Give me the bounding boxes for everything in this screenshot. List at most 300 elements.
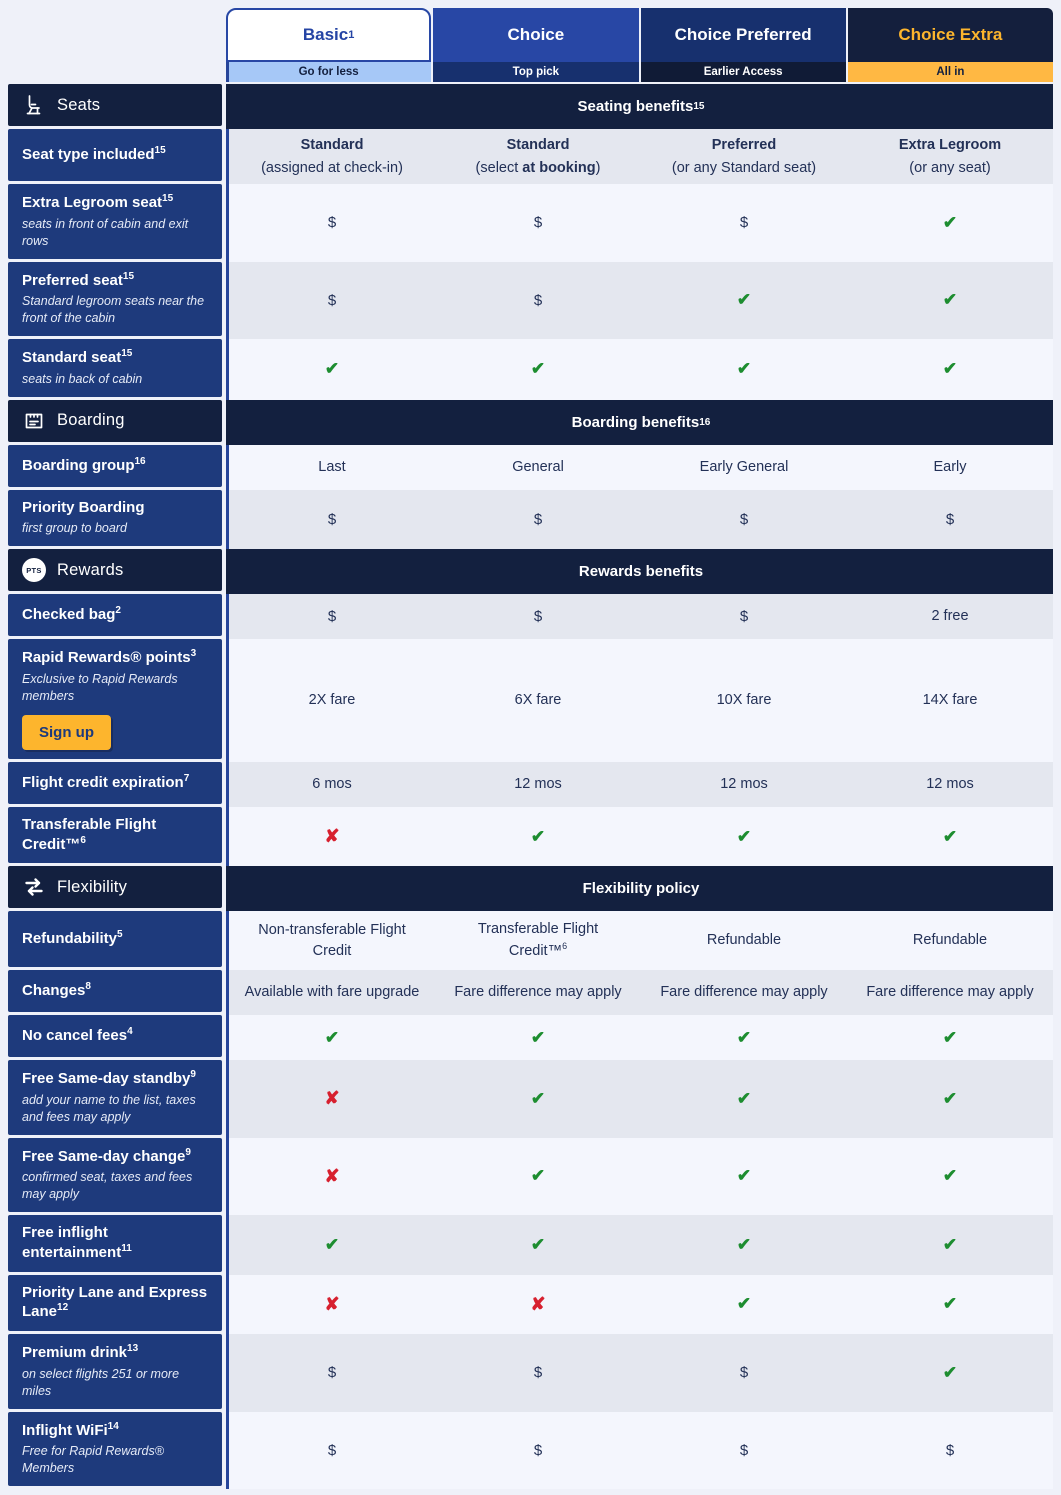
check-icon: ✔: [530, 1166, 546, 1186]
row-label-footnote: 2: [115, 605, 121, 617]
feature-row-checked-bag: [8, 594, 1053, 639]
row-cells: [226, 1334, 1053, 1412]
row-label-slot: [8, 1215, 222, 1275]
row-label-footnote: 16: [134, 455, 146, 467]
cell-text-value: 6 mos: [312, 775, 352, 792]
row-label-footnote: 11: [121, 1242, 132, 1254]
cell-text: [700, 457, 789, 478]
section-band-title: Flexibility policy: [582, 880, 700, 898]
check-icon: ✔: [530, 1088, 546, 1108]
row-label-text: Priority Boarding: [22, 498, 145, 516]
cell-text: [931, 606, 968, 627]
feature-row-priority-lane-and-express-lane: [8, 1275, 1053, 1335]
dollar-icon: $: [327, 1364, 337, 1382]
dollar-icon: $: [533, 291, 543, 309]
cell-basic-free-same-day-change: [229, 1138, 435, 1216]
cell-text-value: Available with fare upgrade: [244, 984, 420, 1001]
row-label-text: Free Same-day standby: [22, 1070, 191, 1088]
fare-tagline-choice: [433, 62, 638, 82]
sidebar-section-flexibility: [8, 866, 222, 908]
cell-basic-changes: [229, 970, 435, 1015]
row-label-slot: [8, 762, 222, 807]
cell-basic-checked-bag: [229, 594, 435, 639]
row-label-slot: [8, 1334, 222, 1412]
row-label-text: Refundability: [22, 930, 118, 948]
row-cells: [226, 490, 1053, 550]
ticket-icon: [22, 409, 46, 433]
seat-type-name: Extra Legroom: [898, 137, 1002, 153]
row-label-slot: [8, 1412, 222, 1490]
row-label-footnote: 9: [190, 1069, 196, 1081]
fare-tab-choice[interactable]: [433, 8, 638, 62]
row-sublabel: Free for Rapid Rewards® Members: [22, 1444, 164, 1476]
cell-choice-boarding-group: [435, 445, 641, 490]
fare-tab-footnote: 1: [348, 29, 355, 41]
row-label-slot: [8, 911, 222, 970]
cell-text: [318, 457, 345, 478]
cell-choice-extra-legroom-seat: [435, 184, 641, 262]
cell-choice-changes: [435, 970, 641, 1015]
section-band-flexibility-policy: [229, 866, 1053, 911]
seat-detail-pre: (select: [475, 160, 523, 176]
row-label-slot: [8, 594, 222, 639]
row-sublabel: Exclusive to Rapid Rewards members: [22, 672, 178, 703]
check-icon: ✔: [942, 1294, 958, 1314]
dollar-icon: $: [533, 1364, 543, 1382]
cell-footnote: 6: [562, 941, 568, 952]
seat-detail-bold: at booking: [522, 160, 596, 176]
x-icon: ✘: [324, 1165, 340, 1186]
cell-choice-premium-drink: [435, 1334, 641, 1412]
section-title: Flexibility: [57, 877, 128, 896]
fare-tagline-label: Top pick: [512, 66, 560, 78]
row-label-free-same-day-standby: [8, 1060, 222, 1135]
cell-text: [512, 457, 564, 478]
cell-text: [913, 930, 987, 951]
check-icon: ✔: [942, 1362, 958, 1382]
row-label: [22, 816, 208, 855]
check-icon: ✔: [736, 1294, 752, 1314]
cell-text: [515, 690, 562, 711]
row-label-slot: [8, 1138, 222, 1216]
row-sublabel: confirmed seat, taxes and fees may apply: [22, 1170, 193, 1202]
feature-row-preferred-seat: [8, 262, 1053, 340]
feature-row-transferable-flight-credit: [8, 807, 1053, 867]
section-band-title: Seating benefits: [577, 98, 694, 115]
x-icon: ✘: [324, 1293, 340, 1314]
dollar-icon: $: [533, 510, 543, 528]
row-label-premium-drink: [8, 1334, 222, 1409]
cell-choice-flight-credit-expiration: [435, 762, 641, 807]
row-label-text: Preferred seat: [22, 271, 123, 289]
cell-text-value: General: [512, 458, 564, 475]
row-label-footnote: 7: [183, 772, 190, 784]
cell-text-value: Fare difference may apply: [454, 984, 622, 1001]
section-band-cells: [226, 549, 1053, 594]
fare-tab-label: Basic: [302, 25, 349, 44]
fare-tab-label: Choice Extra: [898, 25, 1003, 44]
check-icon: ✔: [736, 1088, 752, 1108]
seat-type-detail: (assigned at check-in): [261, 160, 403, 176]
dollar-icon: $: [327, 1441, 337, 1459]
cell-text-value: 10X fare: [716, 691, 772, 708]
row-label-slot: [8, 807, 222, 867]
sidebar-section-slot: [8, 549, 222, 594]
dollar-icon: $: [945, 1441, 955, 1459]
pts-icon: PTS: [22, 558, 46, 582]
feature-row-refundability: [8, 911, 1053, 970]
section-title: Boarding: [57, 411, 125, 430]
feature-row-flight-credit-expiration: [8, 762, 1053, 807]
feature-row-standard-seat: [8, 339, 1053, 400]
sidebar-section-slot: [8, 84, 222, 129]
check-icon: ✔: [324, 1027, 340, 1047]
section-band-seating-benefits: [229, 84, 1053, 129]
check-icon: ✔: [942, 1027, 958, 1047]
check-icon: ✔: [530, 826, 546, 846]
fare-table-grid: [8, 8, 1053, 1489]
row-label: [22, 929, 208, 949]
row-cells: [226, 594, 1053, 639]
x-icon: ✘: [324, 1088, 340, 1109]
cell-choice-extra-boarding-group: [847, 445, 1053, 490]
row-cells: [226, 1138, 1053, 1216]
cell-text: [926, 774, 974, 795]
dollar-icon: $: [739, 1441, 749, 1459]
section-title: Rewards: [57, 560, 124, 579]
seat-type-name: Standard: [506, 137, 570, 153]
cell-choice-preferred-standard-seat: [641, 339, 847, 400]
cell-choice-preferred-premium-drink: [641, 1334, 847, 1412]
row-label-footnote: 13: [127, 1343, 139, 1355]
row-label-text: Seat type included: [22, 146, 155, 164]
fare-tagline-basic: [226, 62, 431, 82]
feature-row-changes: [8, 970, 1053, 1015]
cell-text: [514, 774, 562, 795]
row-cells: [226, 807, 1053, 867]
cell-text-value: Early: [933, 458, 967, 475]
cell-basic-seat-type-included: [229, 129, 435, 184]
cell-text-value: Refundable: [912, 932, 988, 949]
row-label-text: Changes: [22, 982, 86, 1000]
row-label-slot: [8, 1275, 222, 1335]
cell-choice-free-same-day-change: [435, 1138, 641, 1216]
row-label-footnote: 15: [122, 270, 135, 282]
check-icon: ✔: [736, 1166, 752, 1186]
fare-tab-label: Choice Preferred: [674, 25, 812, 44]
cell-choice-preferred-free-same-day-standby: [641, 1060, 847, 1138]
row-label-slot: [8, 639, 222, 762]
fare-column-choice: [431, 8, 638, 82]
cell-choice-extra-priority-lane-and-express-lane: [847, 1275, 1053, 1335]
feature-row-priority-boarding: [8, 490, 1053, 550]
cell-basic-rapid-rewards-points: [229, 639, 435, 762]
row-cells: [226, 184, 1053, 262]
cell-choice-extra-free-same-day-standby: [847, 1060, 1053, 1138]
cell-text: [309, 690, 356, 711]
cell-choice-extra-premium-drink: [847, 1334, 1053, 1412]
dollar-icon: $: [327, 291, 337, 309]
row-sublabel: seats in back of cabin: [22, 371, 143, 386]
cell-text: [923, 690, 978, 711]
cell-text-value: 6X fare: [514, 691, 562, 708]
row-label-slot: [8, 184, 222, 262]
check-icon: ✔: [530, 1234, 546, 1254]
cell-choice-preferred-no-cancel-fees: [641, 1015, 847, 1060]
row-cells: [226, 1060, 1053, 1138]
cell-choice-priority-boarding: [435, 490, 641, 550]
section-row-seats: [8, 84, 1053, 129]
cell-choice-extra-seat-type-included: [847, 129, 1053, 184]
sign-up-button[interactable]: Sign up: [22, 715, 111, 750]
row-label: [22, 981, 208, 1001]
cell-text: [660, 982, 827, 1003]
check-icon: ✔: [736, 290, 752, 310]
fare-tab-basic[interactable]: [226, 8, 431, 62]
row-label-footnote: 15: [162, 193, 174, 204]
row-label-text: Premium drink: [22, 1344, 128, 1362]
row-label-text: Boarding group: [22, 456, 135, 474]
sidebar-section-boarding: [8, 400, 222, 442]
cell-choice-extra-transferable-flight-credit: [847, 807, 1053, 867]
row-label-slot: [8, 129, 222, 184]
row-label-text: Standard seat: [22, 349, 122, 366]
row-sublabel: add your name to the list, taxes and fees may apply: [22, 1092, 196, 1124]
cell-text-value: Fare difference may apply: [660, 984, 828, 1001]
row-label-footnote: 8: [85, 981, 91, 993]
cell-text-value: 2X fare: [308, 691, 356, 708]
dollar-icon: $: [739, 608, 749, 626]
section-band-boarding-benefits: [229, 400, 1053, 445]
cell-choice-seat-type-included: [435, 129, 641, 184]
dollar-icon: $: [327, 214, 337, 232]
row-label-inflight-wifi: [8, 1412, 222, 1487]
row-label-footnote: 5: [117, 929, 123, 941]
cell-choice-extra-checked-bag: [847, 594, 1053, 639]
seat-type-name: Preferred: [711, 137, 777, 153]
cell-choice-preferred-flight-credit-expiration: [641, 762, 847, 807]
row-label-text: Checked bag: [22, 606, 116, 624]
row-cells: [226, 262, 1053, 340]
section-title: Seats: [57, 95, 101, 114]
row-label-slot: [8, 490, 222, 550]
cell-choice-extra-rapid-rewards-points: [847, 639, 1053, 762]
section-row-boarding: [8, 400, 1053, 445]
row-label-changes: [8, 970, 222, 1012]
cell-text: [717, 690, 772, 711]
cell-choice-checked-bag: [435, 594, 641, 639]
feature-row-free-same-day-standby: [8, 1060, 1053, 1138]
cell-choice-preferred-refundability: [641, 911, 847, 970]
row-label-seat-type-included: [8, 129, 222, 181]
row-label-text: Inflight WiFi: [22, 1421, 108, 1439]
fare-column-choice-extra: [846, 8, 1053, 82]
cell-text: [312, 774, 352, 795]
cell-choice-preferred-free-same-day-change: [641, 1138, 847, 1216]
cell-basic-extra-legroom-seat: [229, 184, 435, 262]
row-label-footnote: 14: [107, 1420, 119, 1432]
cell-basic-boarding-group: [229, 445, 435, 490]
feature-row-premium-drink: [8, 1334, 1053, 1412]
row-label-text: Flight credit expiration: [22, 773, 184, 791]
sidebar-section-rewards: [8, 549, 222, 591]
cell-choice-refundability: [435, 911, 641, 970]
section-band-title: Boarding benefits: [571, 413, 700, 431]
cell-text-value: 14X fare: [922, 691, 978, 708]
feature-row-rapid-rewards-points: [8, 639, 1053, 762]
sidebar-section-seats: [8, 84, 222, 126]
row-label: [22, 605, 208, 625]
row-label-priority-lane-and-express-lane: [8, 1275, 222, 1332]
check-icon: ✔: [942, 359, 958, 379]
row-label: [22, 348, 208, 368]
check-icon: ✔: [942, 826, 958, 846]
row-label-slot: [8, 970, 222, 1015]
cell-choice-preferred-preferred-seat: [641, 262, 847, 340]
cell-text-value: 12 mos: [720, 775, 768, 792]
cell-choice-preferred-transferable-flight-credit: [641, 807, 847, 867]
row-cells: [226, 911, 1053, 970]
cell-text-value: 12 mos: [926, 775, 974, 792]
check-icon: ✔: [530, 1027, 546, 1047]
row-label-text: Priority Lane and Express Lane: [22, 1283, 208, 1321]
section-band-cells: [226, 400, 1053, 445]
fare-column-choice-preferred: [639, 8, 846, 82]
cell-basic-transferable-flight-credit: [229, 807, 435, 867]
row-cells: [226, 339, 1053, 400]
fare-tab-label: Choice: [507, 25, 565, 44]
row-label: [22, 1026, 208, 1046]
row-label: [22, 145, 208, 165]
row-label-text: Extra Legroom seat: [22, 194, 163, 211]
dollar-icon: $: [533, 214, 543, 232]
dollar-icon: $: [327, 510, 337, 528]
check-icon: ✔: [942, 290, 958, 310]
check-icon: ✔: [530, 359, 546, 379]
check-icon: ✔: [736, 1234, 752, 1254]
seat-type-detail: [476, 160, 601, 176]
check-icon: ✔: [942, 212, 958, 232]
row-label: [22, 773, 208, 793]
section-band-cells: [226, 84, 1053, 129]
section-band-footnote: 16: [699, 416, 711, 428]
row-sublabel: first group to board: [22, 521, 127, 536]
cell-basic-free-same-day-standby: [229, 1060, 435, 1138]
row-label: [22, 499, 208, 518]
row-label: [22, 1343, 208, 1363]
cell-choice-free-same-day-standby: [435, 1060, 641, 1138]
row-sublabel: on select flights 251 or more miles: [22, 1366, 180, 1398]
dollar-icon: $: [739, 510, 749, 528]
fare-tagline-label: Go for less: [298, 66, 359, 78]
fare-tagline-choice-extra: [848, 62, 1053, 82]
cell-choice-extra-no-cancel-fees: [847, 1015, 1053, 1060]
row-label: [22, 648, 208, 668]
table-corner: [8, 8, 222, 82]
fare-tagline-label: Earlier Access: [703, 66, 783, 78]
row-label-boarding-group: [8, 445, 222, 487]
row-label-footnote: 15: [121, 348, 133, 359]
feature-row-no-cancel-fees: [8, 1015, 1053, 1060]
check-icon: ✔: [324, 1234, 340, 1254]
cell-choice-transferable-flight-credit: [435, 807, 641, 867]
fare-tagline-choice-preferred: [641, 62, 846, 82]
seat-detail-post: ): [595, 160, 601, 176]
cell-text: [866, 982, 1033, 1003]
row-label-text: Transferable Flight Credit™: [22, 815, 157, 853]
cell-choice-preferred-priority-boarding: [641, 490, 847, 550]
fare-tab-choice-extra[interactable]: [848, 8, 1053, 62]
check-icon: ✔: [942, 1088, 958, 1108]
cell-choice-extra-inflight-wifi: [847, 1412, 1053, 1490]
row-cells: [226, 1412, 1053, 1490]
seat-type-detail: (or any Standard seat): [671, 160, 817, 176]
row-label-free-same-day-change: [8, 1138, 222, 1213]
row-label-slot: [8, 1015, 222, 1060]
dollar-icon: $: [533, 1441, 543, 1459]
row-sublabel: Standard legroom seats near the front of the cabin: [22, 294, 205, 326]
check-icon: ✔: [736, 359, 752, 379]
cell-text-value: Refundable: [706, 932, 782, 949]
feature-row-boarding-group: [8, 445, 1053, 490]
row-label-slot: [8, 339, 222, 400]
section-row-rewards: [8, 549, 1053, 594]
cell-choice-free-inflight-entertainment: [435, 1215, 641, 1275]
check-icon: ✔: [736, 826, 752, 846]
cell-basic-preferred-seat: [229, 262, 435, 340]
cell-choice-extra-changes: [847, 970, 1053, 1015]
cell-text-value: Last: [318, 458, 346, 475]
fare-tab-choice-preferred[interactable]: [641, 8, 846, 62]
seat-type-name: Standard: [300, 137, 364, 153]
row-label-refundability: [8, 911, 222, 967]
cell-basic-refundability: [229, 911, 435, 970]
cell-choice-extra-extra-legroom-seat: [847, 184, 1053, 262]
row-label-footnote: 6: [80, 834, 86, 846]
cell-text: [245, 982, 420, 1003]
row-label: [22, 1224, 208, 1263]
cell-text-value: Transferable Flight Credit™: [477, 921, 599, 960]
row-label-text: Free Same-day change: [22, 1147, 186, 1165]
cell-text-value: 12 mos: [514, 775, 562, 792]
row-label: [22, 1069, 208, 1089]
row-cells: [226, 970, 1053, 1015]
cell-text-value: Early General: [699, 458, 789, 475]
row-label-free-inflight-entertainment: [8, 1215, 222, 1272]
cell-text: [454, 982, 621, 1003]
check-icon: ✔: [324, 359, 340, 379]
section-band-cells: [226, 866, 1053, 911]
row-label-rapid-rewards-points: [8, 639, 222, 759]
cell-choice-preferred-free-inflight-entertainment: [641, 1215, 847, 1275]
cell-choice-extra-standard-seat: [847, 339, 1053, 400]
cell-choice-preferred-seat: [435, 262, 641, 340]
cell-text: [241, 920, 423, 962]
row-cells: [226, 1275, 1053, 1335]
feature-row-seat-type-included: [8, 129, 1053, 184]
sidebar-section-slot: [8, 866, 222, 911]
sidebar-section-slot: [8, 400, 222, 445]
row-label-slot: [8, 1060, 222, 1138]
cell-text: [447, 919, 629, 962]
cell-text: [720, 774, 768, 795]
cell-choice-extra-priority-boarding: [847, 490, 1053, 550]
row-label-standard-seat: [8, 339, 222, 397]
feature-row-inflight-wifi: [8, 1412, 1053, 1490]
section-band-rewards-benefits: [229, 549, 1053, 594]
swap-arrows-icon: [22, 875, 46, 899]
row-cells: [226, 639, 1053, 762]
